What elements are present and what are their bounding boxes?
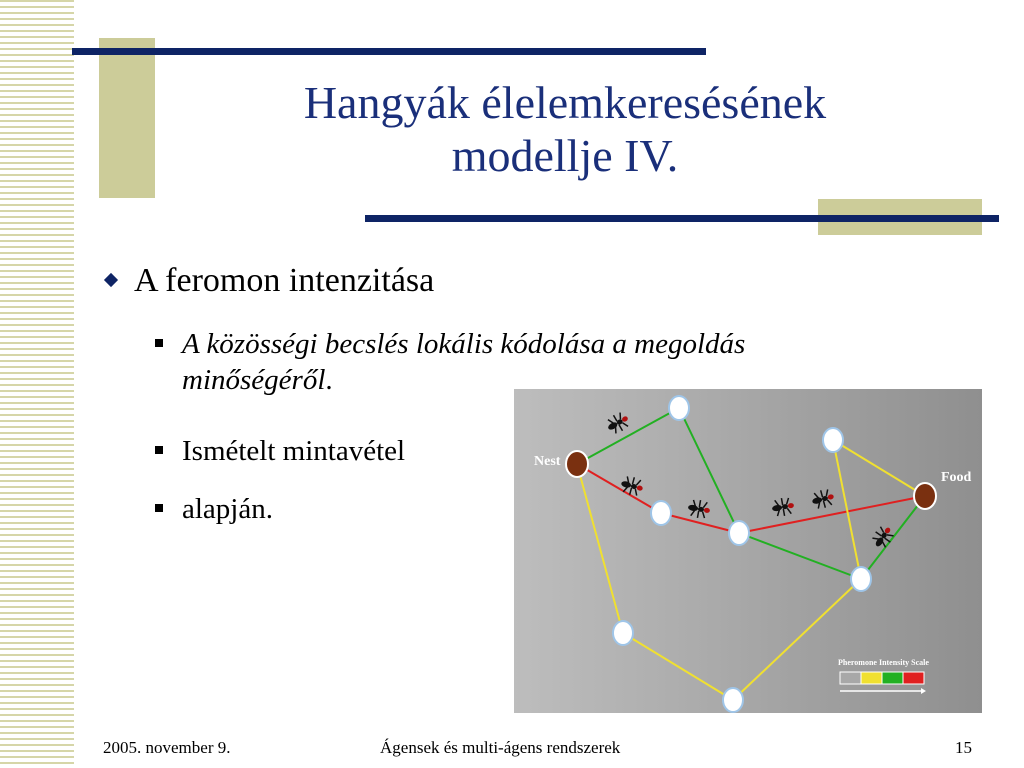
footer-page-number: 15 xyxy=(955,738,972,757)
ant-icon xyxy=(619,474,645,497)
title-line-1: Hangyák élelemkeresésének xyxy=(303,77,827,128)
square-bullet-icon xyxy=(155,446,163,454)
subbullet-1-line-2: minőségéről xyxy=(182,364,326,396)
subbullet-3-text: alapján. xyxy=(182,493,273,525)
food-node xyxy=(914,483,936,509)
square-bullet-icon xyxy=(155,504,163,512)
graph-node xyxy=(823,428,843,452)
nest-label: Nest xyxy=(534,454,561,469)
bullet-pheromone xyxy=(106,262,434,300)
diamond-bullet-icon xyxy=(104,273,118,287)
edge-right-food xyxy=(861,496,925,579)
ant-icon xyxy=(810,487,836,510)
footer-date: 2005. november 9. xyxy=(103,738,231,757)
nest-node xyxy=(566,451,588,477)
pheromone-scale-label: Pheromone Intensity Scale xyxy=(838,658,929,667)
square-bullet-icon xyxy=(155,339,163,347)
ant-graph-svg xyxy=(514,389,982,713)
footer-course-title: Ágensek és multi-ágens rendszerek xyxy=(380,738,621,757)
title-line-2: modellje IV. xyxy=(451,130,679,181)
scale-swatch-red xyxy=(903,672,924,684)
edge-lowleft-bottom xyxy=(623,633,733,700)
edge-mid-food xyxy=(739,496,925,533)
slide-title xyxy=(200,76,930,182)
scale-swatch-green xyxy=(882,672,903,684)
subbullet-repeated-sampling xyxy=(155,433,405,469)
bullet-pheromone-text: A feromon intenzitása xyxy=(134,262,435,299)
edge-nest-lowleft xyxy=(577,464,623,633)
decor-line-top xyxy=(72,48,706,55)
scale-swatch-yellow xyxy=(861,672,882,684)
graph-node xyxy=(613,621,633,645)
edge-nest-left xyxy=(577,464,661,513)
edge-mid-right xyxy=(739,533,861,579)
edge-left-mid xyxy=(661,513,739,533)
edge-upper-food xyxy=(833,440,925,496)
arrow-right-icon xyxy=(921,688,926,694)
graph-node xyxy=(729,521,749,545)
subbullet-based-on xyxy=(155,491,273,527)
decor-line-bottom xyxy=(365,215,999,222)
graph-node xyxy=(669,396,689,420)
subbullet-collective-estimate xyxy=(155,326,965,398)
decor-square-top xyxy=(99,38,155,198)
graph-node xyxy=(723,688,743,712)
ant-icon xyxy=(687,498,712,520)
subbullet-1-period: . xyxy=(325,364,333,396)
food-label: Food xyxy=(941,470,972,485)
ant-icon xyxy=(771,496,796,518)
graph-node xyxy=(851,567,871,591)
edge-top-mid xyxy=(679,408,739,533)
ant-foraging-graph-figure xyxy=(514,389,982,713)
edge-nest-top xyxy=(577,408,679,464)
subbullet-2-text: Ismételt mintavétel xyxy=(182,435,406,467)
subbullet-1-line-1: A közösségi becslés lokális kódolása a megoldás xyxy=(182,328,746,360)
left-stripes-decoration xyxy=(0,0,74,768)
graph-node xyxy=(651,501,671,525)
scale-swatch-gray xyxy=(840,672,861,684)
ant-icon xyxy=(604,410,632,437)
